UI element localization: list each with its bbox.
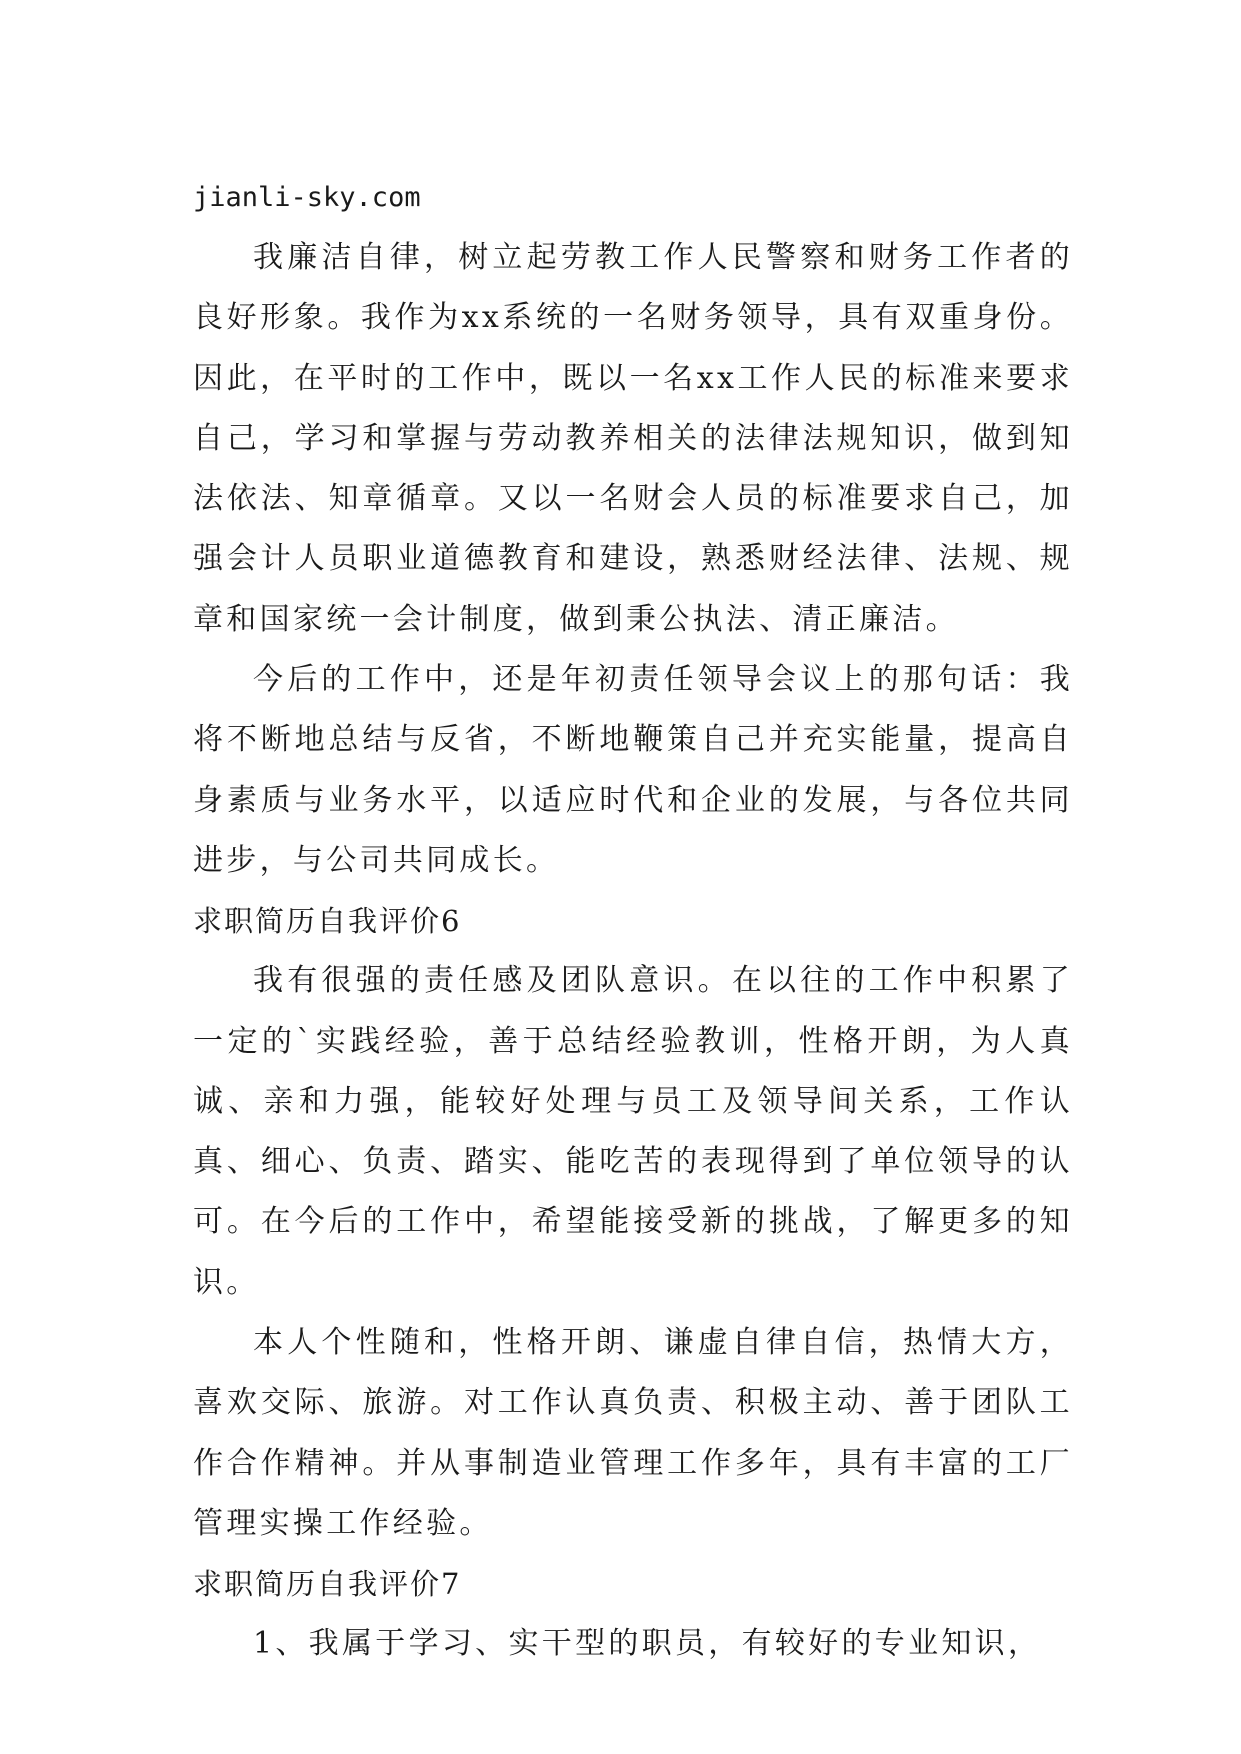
paragraph-point-1: 1、我属于学习、实干型的职员，有较好的专业知识， xyxy=(253,1626,1042,1662)
source-url: jianli-sky.com xyxy=(193,182,421,213)
paragraph-integrity: 我廉洁自律，树立起劳教工作人民警察和财务工作者的良好形象。我作为xx系统的一名财务领导，具有双重身份。因此，在平时的工作中，既以一名xx工作人民的标准来要求自己，学习和掌握与劳动教养相关的法律法规知识，做到知法依法、知章循章。又以一名财会人员的标准要求自己，加强会计人员职业道德教育和建设，熟悉财经法律、法规、规章和国家统一会计制度，做到秉公执法、清正廉洁。 xyxy=(193,240,1073,637)
document-body xyxy=(193,168,1073,1675)
paragraph-future-work: 今后的工作中，还是年初责任领导会议上的那句话：我将不断地总结与反省，不断地鞭策自己并充实能量，提高自身素质与业务水平，以适应时代和企业的发展，与各位共同进步，与公司共同成长。 xyxy=(193,662,1073,878)
section-heading-7: 求职简历自我评价7 xyxy=(193,1567,462,1602)
paragraph-personality: 本人个性随和，性格开朗、谦虚自律自信，热情大方，喜欢交际、旅游。对工作认真负责、积极主动、善于团队工作合作精神。并从事制造业管理工作多年，具有丰富的工厂管理实操工作经验。 xyxy=(193,1325,1073,1541)
paragraph-responsibility: 我有很强的责任感及团队意识。在以往的工作中积累了一定的`实践经验，善于总结经验教训，性格开朗，为人真诚、亲和力强，能较好处理与员工及领导间关系，工作认真、细心、负责、踏实、能吃苦的表现得到了单位领导的认可。在今后的工作中，希望能接受新的挑战，了解更多的知识。 xyxy=(193,963,1073,1300)
section-heading-6: 求职简历自我评价6 xyxy=(193,904,462,939)
